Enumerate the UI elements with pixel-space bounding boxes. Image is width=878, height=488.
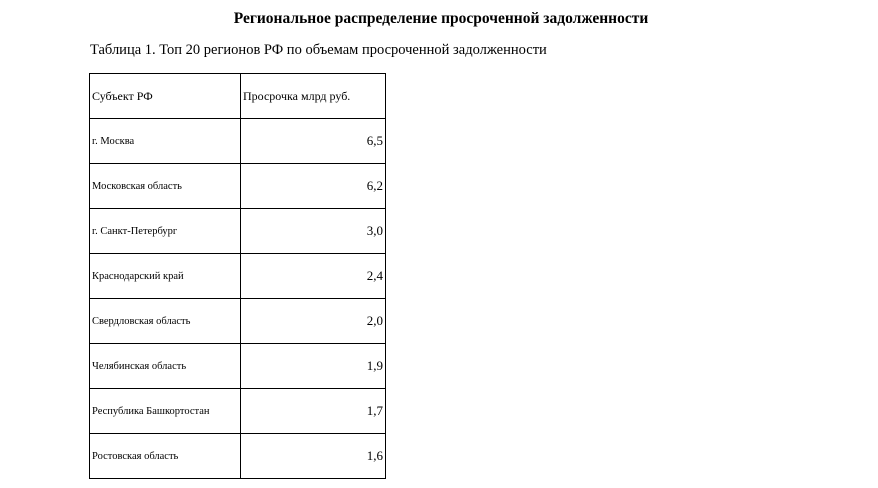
table-row xyxy=(90,209,386,254)
region-cell: г. Москва xyxy=(90,119,241,164)
table-caption: Таблица 1. Топ 20 регионов РФ по объемам просроченной задолженности xyxy=(90,42,547,58)
value-cell: 1,9 xyxy=(241,344,386,389)
table-header-row xyxy=(90,74,386,119)
region-cell: Ростовская область xyxy=(90,434,241,479)
value-cell: 3,0 xyxy=(241,209,386,254)
region-cell: г. Санкт-Петербург xyxy=(90,209,241,254)
table-row xyxy=(90,164,386,209)
document-title: Региональное распределение просроченной задолженности xyxy=(233,10,649,27)
overdue-debt-table xyxy=(89,73,386,479)
table-row xyxy=(90,254,386,299)
value-cell: 6,5 xyxy=(241,119,386,164)
region-cell: Челябинская область xyxy=(90,344,241,389)
value-cell: 2,0 xyxy=(241,299,386,344)
region-cell: Свердловская область xyxy=(90,299,241,344)
value-cell: 6,2 xyxy=(241,164,386,209)
header-region: Субъект РФ xyxy=(90,74,241,119)
table-row xyxy=(90,344,386,389)
table-row xyxy=(90,434,386,479)
table-row xyxy=(90,299,386,344)
value-cell: 1,7 xyxy=(241,389,386,434)
table-row xyxy=(90,119,386,164)
region-cell: Республика Башкортостан xyxy=(90,389,241,434)
header-overdue: Просрочка млрд руб. xyxy=(241,74,386,119)
region-cell: Краснодарский край xyxy=(90,254,241,299)
region-cell: Московская область xyxy=(90,164,241,209)
value-cell: 2,4 xyxy=(241,254,386,299)
table-row xyxy=(90,389,386,434)
table-body xyxy=(90,74,386,479)
value-cell: 1,6 xyxy=(241,434,386,479)
